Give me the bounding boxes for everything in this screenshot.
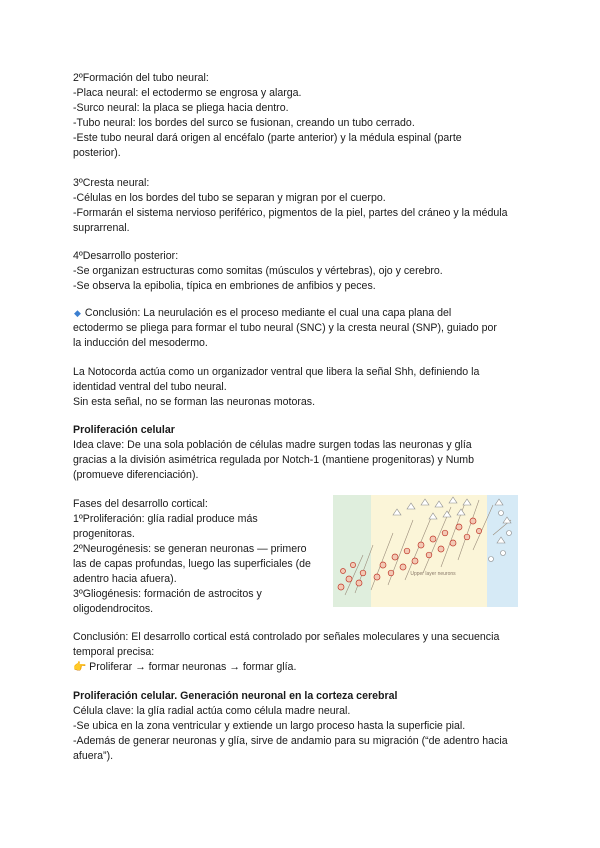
heading-neural-crest: 3ºCresta neural:: [73, 177, 150, 189]
text-line: identidad ventral del tubo neural.: [73, 381, 227, 393]
neuron-cell: [400, 564, 406, 570]
text-line: oligodendrocitos.: [73, 603, 154, 615]
text-line: -Se ubica en la zona ventricular y extiende un largo proceso hasta la superficie pial.: [73, 720, 466, 732]
text-line: -Tubo neural: los bordes del surco se fusionan, creando un tubo cerrado.: [73, 117, 415, 129]
neuron-cell: [380, 562, 386, 568]
text-line: Sin esta señal, no se forman las neuronas motoras.: [73, 396, 316, 408]
neuron-cell: [418, 542, 424, 548]
section-title-cortex-generation: Proliferación celular. Generación neuronal en la corteza cerebral: [73, 690, 398, 702]
text-line: -Además de generar neuronas y glía, sirve de andamio para su migración (“de adentro hacia: [73, 735, 508, 747]
conclusion-text: Conclusión: La neurulación es el proceso mediante el cual una capa plana del: [84, 307, 452, 319]
text-line: 3ºGliogénesis: formación de astrocitos y: [73, 588, 262, 600]
neuron-cell: [412, 558, 418, 564]
heading-later-development: 4ºDesarrollo posterior:: [73, 250, 179, 262]
neuron-cell: [476, 528, 481, 533]
text-line: -Formarán el sistema nervioso periférico, pigmentos de la piel, partes del cráneo y la médula: [73, 207, 508, 219]
neurogenesis-panel: [371, 495, 487, 607]
pointing-hand-icon: 👉: [73, 661, 87, 673]
conclusion-line: [74, 306, 451, 321]
neuron-cell: [392, 554, 398, 560]
text-line: -Surco neural: la placa se pliega hacia dentro.: [73, 102, 289, 114]
text-line: La Notocorda actúa como un organizador ventral que libera la señal Shh, definiendo la: [73, 366, 480, 378]
neuron-cell: [404, 548, 410, 554]
sequence-text: Proliferar → formar neuronas → formar glía.: [89, 661, 297, 673]
neuron-cell: [464, 534, 470, 540]
neuron-cell: [356, 580, 362, 586]
text-line: -Se observa la epibolia, típica en embriones de anfibios y peces.: [73, 280, 376, 292]
text-line: progenitoras.: [73, 528, 135, 540]
text-line: (promueve diferenciación).: [73, 469, 199, 481]
text-line: 1ºProliferación: glía radial produce más: [73, 513, 258, 525]
text-line: posterior).: [73, 147, 121, 159]
text-line: Conclusión: El desarrollo cortical está controlado por señales moleculares y una secuencia: [73, 631, 500, 643]
text-line: la inducción del mesodermo.: [73, 337, 208, 349]
neuron-cell: [442, 530, 448, 536]
text-line: -Placa neural: el ectodermo se engrosa y alarga.: [73, 87, 302, 99]
ventricular-zone-panel: [333, 495, 371, 607]
neuron-cell: [350, 562, 355, 567]
text-line: suprarrenal.: [73, 222, 130, 234]
text-line: afuera”).: [73, 750, 114, 762]
neuron-cell: [426, 552, 432, 558]
neuron-cell: [430, 536, 436, 542]
text-line: -Este tubo neural dará origen al encéfalo (parte anterior) y la médula espinal (parte: [73, 132, 462, 144]
neuron-cell: [338, 584, 344, 590]
neuron-cell: [374, 574, 380, 580]
cortical-development-figure: [333, 495, 518, 607]
text-line: temporal precisa:: [73, 646, 155, 658]
neuron-cell: [388, 570, 394, 576]
text-line: gracias a la división asimétrica regulada por Notch-1 (mantiene progenitoras) y Numb: [73, 454, 474, 466]
cortical-development-illustration: [333, 495, 518, 607]
text-line: -Se organizan estructuras como somitas (músculos y vértebras), ojo y cerebro.: [73, 265, 443, 277]
text-line: Célula clave: la glía radial actúa como célula madre neural.: [73, 705, 351, 717]
neuron-cell: [360, 570, 366, 576]
text-line: 2ºNeurogénesis: se generan neuronas — primero: [73, 543, 307, 555]
text-line: ectodermo se pliega para formar el tubo neural (SNC) y la cresta neural (SNP), guiado por: [73, 322, 497, 334]
neuron-cell: [341, 569, 346, 574]
small-blue-diamond-icon: ◆: [74, 308, 81, 318]
text-line: adentro hacia afuera).: [73, 573, 177, 585]
figure-label: Upper layer neurons: [410, 571, 456, 577]
neuron-cell: [456, 524, 462, 530]
text-line: las de capas profundas, luego las superficiales (de: [73, 558, 311, 570]
text-line: Idea clave: De una sola población de células madre surgen todas las neuronas y glía: [73, 439, 472, 451]
text-line: -Células en los bordes del tubo se separan y migran por el cuerpo.: [73, 192, 386, 204]
section-title-proliferation: Proliferación celular: [73, 424, 175, 436]
neuron-cell: [450, 540, 456, 546]
neuron-cell: [438, 546, 444, 552]
neuron-cell: [346, 576, 352, 582]
sequence-line: [73, 660, 296, 675]
text-line: Fases del desarrollo cortical:: [73, 498, 208, 510]
neuron-cell: [470, 518, 476, 524]
heading-neural-tube: 2ºFormación del tubo neural:: [73, 72, 209, 84]
